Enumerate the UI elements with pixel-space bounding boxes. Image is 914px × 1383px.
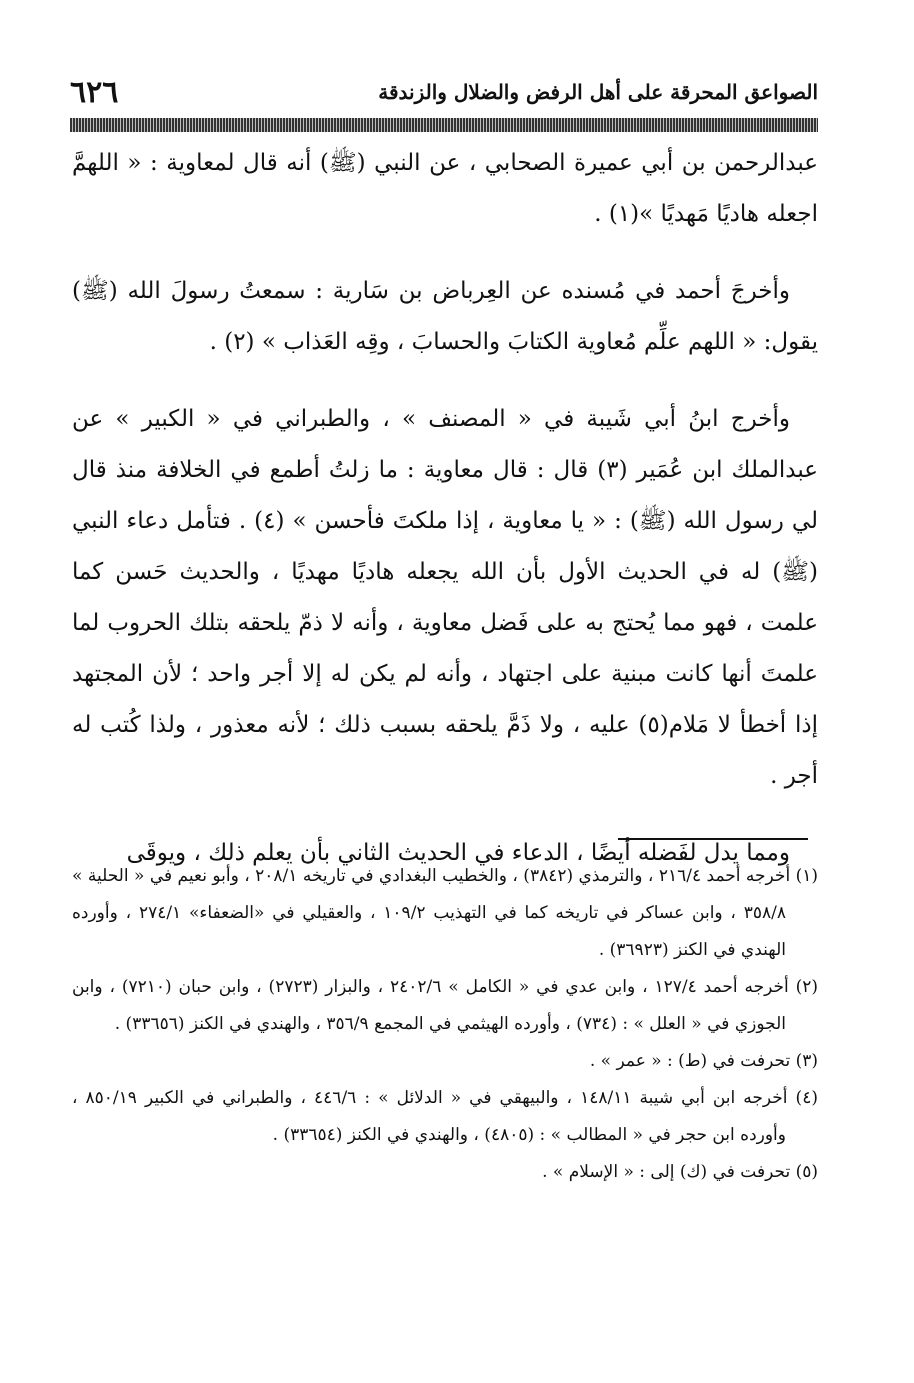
footnote: (٣) تحرفت في (ط) : « عمر » . [589,1051,818,1071]
main-text [72,138,818,905]
page-header [70,72,818,112]
footnotes [72,858,818,1191]
page-number: ٦٢٦ [70,74,119,110]
footnote: (٤) أخرجه ابن أبي شيبة ١٤٨/١١ ، والبيهقي في « الدلائل » : ٤٤٦/٦ ، والطبراني في الكبير ٨٥٠/١٩ ، وأورده ابن حجر في « المطالب » : (٤٨٠٥) ، والهندي في الكنز (٣٣٦٥٤) . [72,1088,818,1145]
footnote: (٥) تحرفت في (ك) إلى : « الإسلام » . [542,1162,818,1182]
footnote: (١) أخرجه أحمد ٢١٦/٤ ، والترمذي (٣٨٤٢) ، والخطيب البغدادي في تاريخه ٢٠٨/١ ، وأبو نعيم في « الحلية » ٣٥٨/٨ ، وابن عساكر في تاريخه كما في التهذيب ١٠٩/٢ ، والعقيلي في «الضعفاء» ٢٧٤/١ ، وأورده الهندي في الكنز (٣٦٩٢٣) . [72,866,819,960]
paragraph: وأخرج ابنُ أبي شَيبة في « المصنف » ، والطبراني في « الكبير » عن عبدالملك ابن عُمَير (٣) قال : قال معاوية : ما زلتُ أطمع في الخلافة منذ قال لي رسول الله (ﷺ) : « يا معاوية ، إذا ملكتَ فأحسن » (٤) . فتأمل دعاء النبي (ﷺ) له في الحديث الأول بأن الله يجعله هاديًا مهديًا ، والحديث حَسن كما علمت ، فهو مما يُحتج به على فَضل معاوية ، وأنه لا ذمّ يلحقه بتلك الحروب لما علمتَ أنها كانت مبنية على اجتهاد ، وأنه لم يكن له إلا أجر واحد ؛ لأن المجتهد إذا أخطأ لا مَلام(٥) عليه ، ولا ذَمَّ يلحقه بسبب ذلك ؛ لأنه معذور ، ولذا كُتب له أجر . [72,406,819,789]
paragraph: وأخرجَ أحمد في مُسنده عن العِرباض بن سَارية : سمعتُ رسولَ الله (ﷺ) يقول: « اللهم علِّم مُعاوية الكتابَ والحسابَ ، وقِه العَذاب » (٢) . [72,278,818,355]
footnote-separator [618,838,808,840]
header-rule [70,118,818,132]
footnote: (٢) أخرجه أحمد ١٢٧/٤ ، وابن عدي في « الكامل » ٢٤٠٢/٦ ، والبزار (٢٧٢٣) ، وابن حبان (٧٢١٠) ، وابن الجوزي في « العلل » : (٧٣٤) ، وأورده الهيثمي في المجمع ٣٥٦/٩ ، والهندي في الكنز (٣٣٦٥٦) . [72,977,818,1034]
paragraph: ومما يدل لفَضله أيضًا ، الدعاء في الحديث الثاني بأن يعلم ذلك ، ويوقَى [126,840,790,866]
running-title: الصواعق المحرقة على أهل الرفض والضلال والزندقة [378,80,818,104]
paragraph: عبدالرحمن بن أبي عميرة الصحابي ، عن النبي (ﷺ) أنه قال لمعاوية : « اللهمَّ اجعله هاديًا مَهديًا »(١) . [72,150,818,227]
